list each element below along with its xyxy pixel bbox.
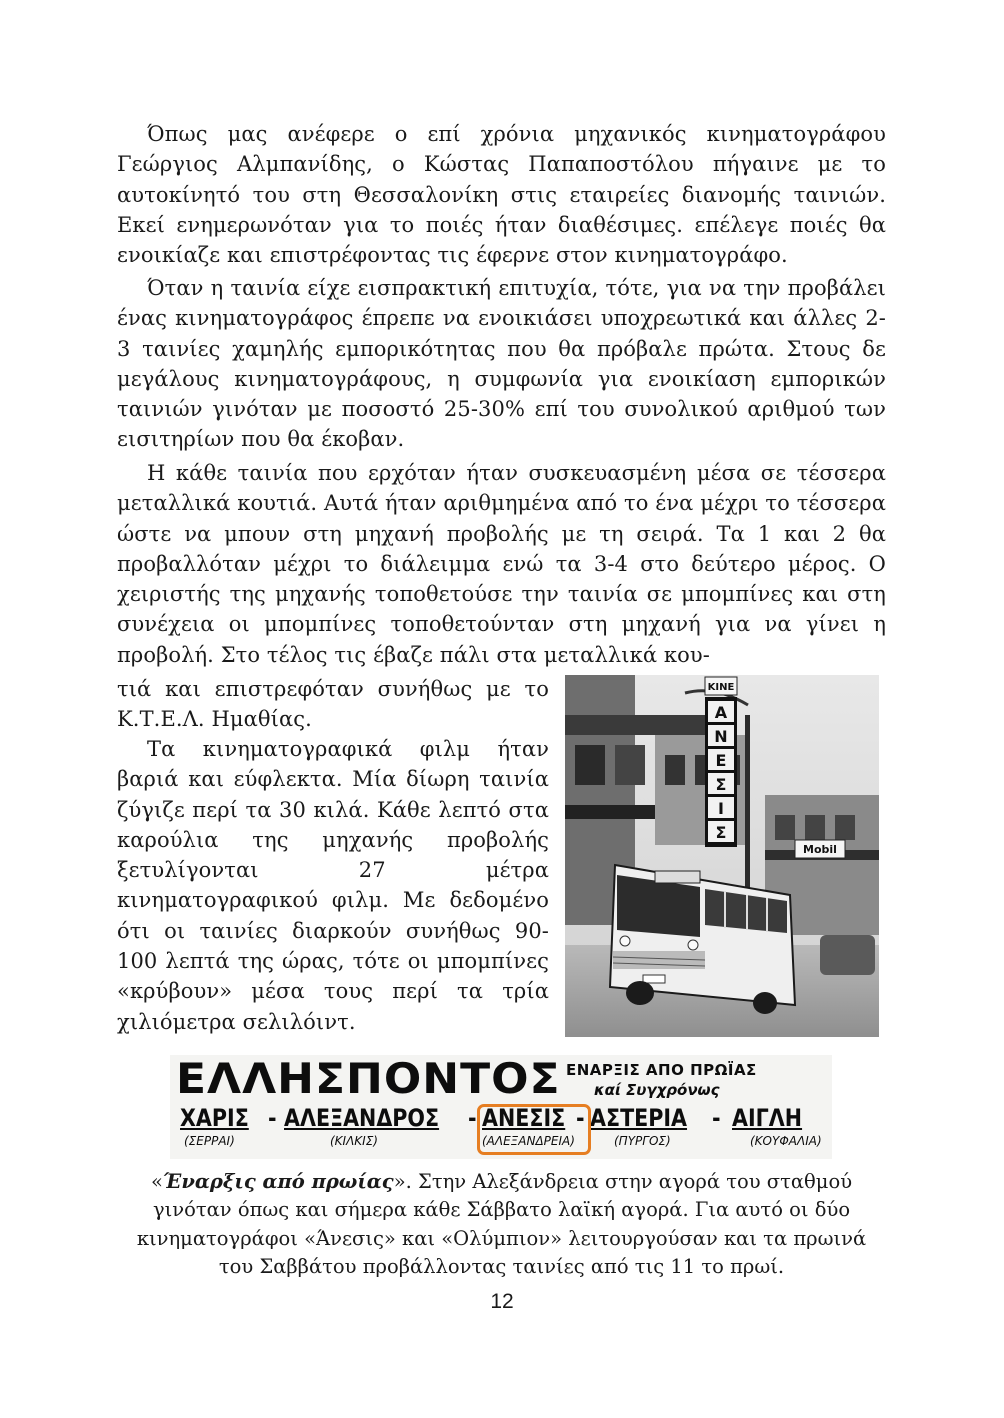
clipping-separator: - [468, 1104, 477, 1132]
clipping-ad-line-1: ΕΝΑΡΞΙΣ ΑΠΟ ΠΡΩΪΑΣ [566, 1061, 757, 1079]
street-photo [565, 675, 879, 1037]
caption-quote-close: ». [393, 1170, 412, 1193]
clipping-separator: - [576, 1104, 585, 1132]
clipping-location-4: (ΠΥΡΓΟΣ) [614, 1134, 671, 1148]
mobil-sign-text: Mobil [803, 843, 837, 856]
sign-letter: Ε [715, 751, 727, 770]
clipping-separator: - [268, 1104, 277, 1132]
clipping-cinema-4: ΑΣΤΕΡΙΑ [590, 1104, 688, 1132]
sign-letter: Ν [714, 727, 728, 746]
clipping-location-5: (ΚΟΥΦΑΛΙΑ) [750, 1134, 822, 1148]
paragraph-3: Η κάθε ταινία που ερχόταν ήταν συσκευασμένη μέσα σε τέσσερα μεταλλικά κουτιά. Αυτά ήταν αριθμημένα από το ένα μέχρι το τέσσερα ώστε να μπουν στη μηχανή προβολής με τη σειρά. Τα 1 και 2 θα προβαλλόταν μέχρι το διάλειμμα ενώ τα 3-4 στο δεύτερο μέρος. Ο χειριστής της μηχανής τοποθετούσε την ταινία σε μπομπίνες και στη συνέχεια οι μπομπίνες τοποθετούνταν στη μηχανή για να γίνει η προβολή. Στο τέλος τις έβαζε πάλι στα μεταλλικά κου- [117, 461, 886, 667]
clipping-cinema-5: ΑΙΓΛΗ [732, 1104, 803, 1132]
sign-letter: Σ [715, 775, 727, 794]
newspaper-clipping [170, 1055, 832, 1159]
street-photo-illustration [565, 675, 879, 1037]
clipping-location-3: (ΑΛΕΞΑΝΔΡΕΙΑ) [482, 1134, 575, 1148]
highlight-box [477, 1104, 591, 1155]
caption-text: Στην Αλεξάνδρεια στην αγορά του σταθμού γινόταν όπως και σήμερα κάθε Σάββατο λαϊκή αγορά. Για αυτό οι δύο κινηματογράφοι «Άνεσις» και «Ολύμπιον» λειτουργούσαν και τα πρωινά του Σαββάτου προβάλλοντας ταινίες από τις 11 το πρωί. [136, 1170, 867, 1279]
clipping-separator: - [712, 1104, 721, 1132]
sign-top-text: ΚΙΝΕ [707, 682, 735, 693]
clipping-cinema-name: ΕΛΛΗΣΠΟΝΤΟΣ [176, 1055, 561, 1104]
clipping-cinema-3: ΑΝΕΣΙΣ [482, 1104, 566, 1132]
clipping-cinema-2: ΑΛΕΞΑΝΔΡΟΣ [284, 1104, 440, 1132]
page-number: 12 [490, 1290, 514, 1313]
caption [117, 1168, 886, 1282]
paragraph-4: τιά και επιστρεφόταν συνήθως με το Κ.Τ.Ε.Λ. Ημαθίας. [117, 677, 549, 732]
sign-letter: Σ [715, 823, 727, 842]
clipping-ad-line-2: καί Συγχρόνως [594, 1081, 720, 1099]
clipping-location-1: (ΣΕΡΡΑΙ) [184, 1134, 235, 1148]
caption-emphasis: Έναρξις από πρωίας [162, 1170, 394, 1193]
clipping-location-2: (ΚΙΛΚΙΣ) [330, 1134, 378, 1148]
paragraph-5: Τα κινηματογραφικά φιλμ ήταν βαριά και εύφλεκτα. Μία δίωρη ταινία ζύγιζε περί τα 30 κιλά. Κάθε λεπτό στα καρούλια της μηχανής προβολής ξετυλίγονται 27 μέτρα κινηματογραφικού φιλμ. Με δεδομένο ότι οι ταινίες διαρκούν συνήθως 90-100 λεπτά της ώρας, τότε οι μπομπίνες «κρύβουν» μέσα τους περί τα τρία χιλιόμετρα σελιλόιντ. [117, 737, 549, 1034]
caption-quote-open: « [150, 1170, 163, 1193]
paragraph-2: Όταν η ταινία είχε εισπρακτική επιτυχία, τότε, για να την προβάλει ένας κινηματογράφος έπρεπε να ενοικιάσει υποχρεωτικά και άλλες 2-3 ταινίες χαμηλής εμπορικότητας που θα πρόβαλε πρώτα. Στους δε μεγάλους κινηματογράφους, η συμφωνία για ενοικίαση εμπορικών ταινιών γινόταν με ποσοστό 25-30% επί του συνολικού αριθμού των εισιτηρίων που θα έκοβαν. [117, 276, 886, 452]
paragraph-1: Όπως μας ανέφερε ο επί χρόνια μηχανικός κινηματογράφου Γεώργιος Αλμπανίδης, ο Κώστας Παπαποστόλου πήγαινε με το αυτοκίνητό του στη Θεσσαλονίκη στις εταιρείες διανομής ταινιών. Εκεί ενημερωνόταν για το ποιές ήταν διαθέσιμες. επέλεγε ποιές θα ενοικίαζε και επιστρέφοντας τις έφερνε στον κινηματογράφο. [117, 122, 886, 268]
sign-letter: Ι [718, 799, 724, 818]
sign-letter: Α [714, 703, 728, 722]
clipping-cinema-1: ΧΑΡΙΣ [180, 1104, 249, 1132]
